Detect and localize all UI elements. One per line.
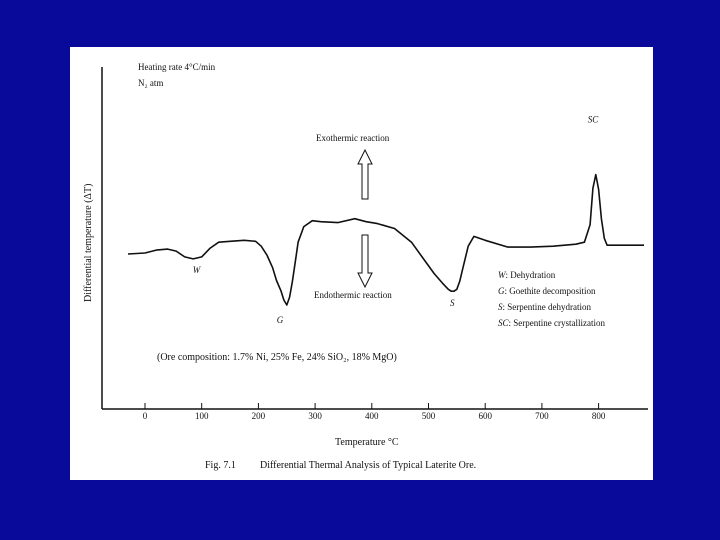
- peak-label-s: S: [450, 298, 455, 309]
- exothermic-arrow-icon: [358, 150, 372, 199]
- key-item: SC: Serpentine crystallization: [498, 318, 605, 328]
- peak-key: [498, 270, 605, 328]
- key-item: S: Serpentine dehydration: [498, 302, 591, 312]
- x-tick-label: 400: [365, 411, 379, 421]
- x-tick-label: 700: [535, 411, 549, 421]
- atmosphere: N₂ atm: [138, 78, 164, 88]
- y-axis-label: Differential temperature (ΔT): [83, 183, 94, 302]
- peak-label-sc: SC: [587, 114, 599, 125]
- x-tick-label: 200: [251, 411, 266, 421]
- x-tick-label: 500: [421, 411, 436, 421]
- chart-title: Differential Thermal Analysis of Typical Laterite Ore.: [260, 460, 477, 471]
- x-tick-label: 300: [308, 411, 322, 421]
- key-item: G: Goethite decomposition: [498, 286, 596, 296]
- x-tick-label: 600: [478, 411, 492, 421]
- x-axis-label: Temperature °C: [335, 437, 399, 448]
- endothermic-arrow-icon: [358, 235, 372, 287]
- x-tick-label: 0: [142, 411, 148, 421]
- endothermic-label: Endothermic reaction: [314, 290, 392, 300]
- x-tick-label: 100: [194, 411, 209, 421]
- peak-label-g: G: [276, 314, 284, 325]
- peak-label-w: W: [192, 264, 201, 275]
- heating-rate: Heating rate 4°C/min: [138, 62, 216, 72]
- ore-composition: (Ore composition: 1.7% Ni, 25% Fe, 24% SiO₂, 18% MgO): [157, 352, 397, 363]
- key-item: W: Dehydration: [498, 270, 556, 280]
- x-tick-label: 800: [591, 411, 606, 421]
- exothermic-label: Exothermic reaction: [316, 133, 390, 143]
- dta-chart: [70, 47, 653, 480]
- figure-number: Fig. 7.1: [205, 460, 236, 471]
- x-ticks: [143, 403, 606, 421]
- figure-paper: [70, 47, 653, 480]
